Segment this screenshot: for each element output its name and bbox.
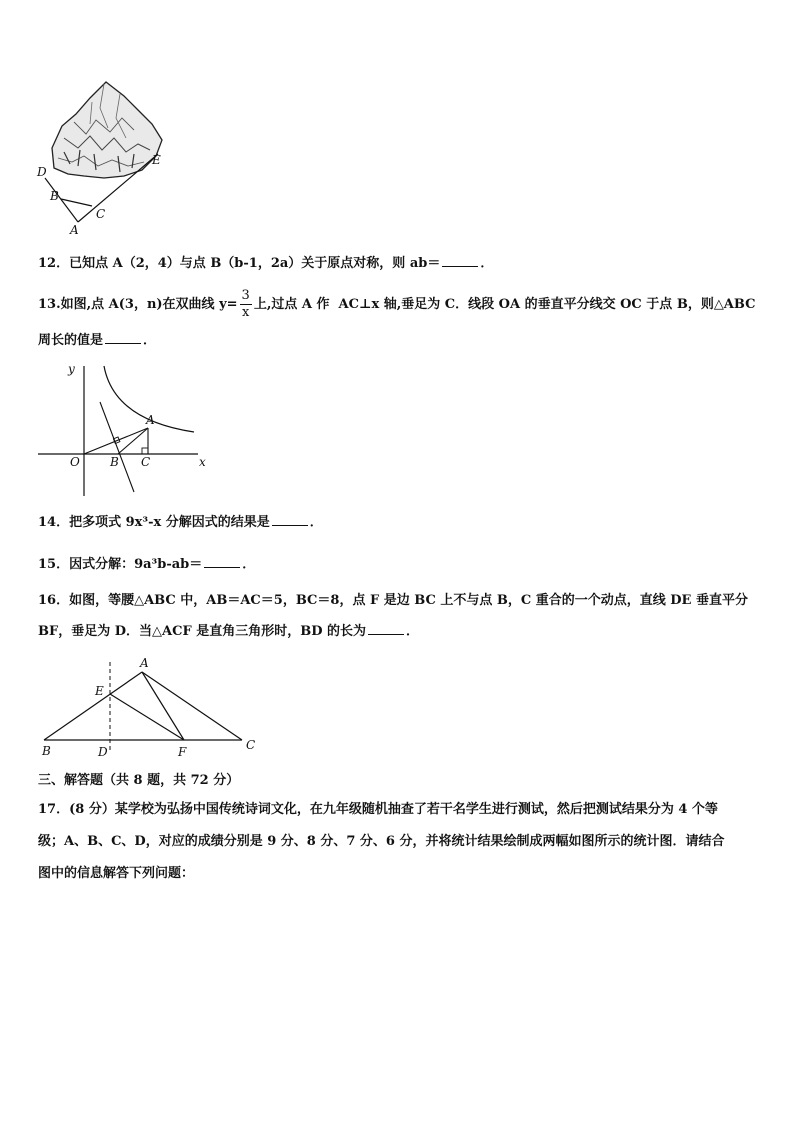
q13-fraction [240,288,252,321]
q13-frac-numerator: 3 [241,288,250,303]
label-D: D [37,165,47,179]
q15-answer-blank[interactable] [204,553,240,568]
q13-frac-denominator: x [242,305,250,320]
q15-text: 15．因式分解：9a³b-ab＝ [38,557,203,572]
question-12 [38,249,760,279]
label-F: F [178,745,187,759]
right-angle-mark-C [142,448,148,454]
q14-answer-blank[interactable] [272,511,308,526]
q14-end: ． [309,515,323,530]
label-A: A [70,223,79,237]
q13-end: ． [143,333,157,348]
q14-text: 14．把多项式 9x³-x 分解因式的结果是 [38,515,270,530]
label-E: E [152,153,161,167]
q13-text-b: 上,过点 A 作 AC⊥x 轴,垂足为 C．线段 OA 的垂直平分线交 OC 于点 B，则△ABC [253,297,756,312]
q12-end: ． [480,256,494,271]
hyperbola-figure [34,360,214,500]
label-B: B [42,744,51,758]
question-14 [38,508,760,538]
label-C: C [246,738,256,752]
question-13 [38,288,760,321]
side-AC [142,672,242,740]
section-3-title [38,768,760,794]
triangle-figure [34,652,264,762]
segment-OA [84,428,148,454]
q17-line1: 17．(8 分）某学校为弘扬中国传统诗词文化，在九年级随机抽查了若干名学生进行测试，然后把测试结果分为 4 个等 [38,802,718,817]
question-16-line2 [38,617,760,647]
q16-line2: BF，垂足为 D．当△ACF 是直角三角形时，BD 的长为 [38,624,366,639]
q13-text-a: 13.如图,点 A(3，n)在双曲线 y= [38,297,238,312]
q16-answer-blank[interactable] [368,620,404,635]
question-17 [38,794,760,890]
q15-end: ． [242,557,256,572]
label-B: B [110,455,119,469]
label-x: x [199,455,206,469]
q13-answer-blank[interactable] [105,329,141,344]
label-A: A [140,656,149,670]
q12-answer-blank[interactable] [442,252,478,267]
question-13-line2 [38,326,760,356]
label-C: C [141,455,151,469]
label-C: C [96,207,106,221]
side-BA [44,672,142,740]
q17-line2: 级；A、B、C、D，对应的成绩分别是 9 分、8 分、7 分、6 分，并将统计结果绘制成两幅如图所示的统计图．请结合 [38,834,725,849]
q13-text-c: 周长的值是 [38,333,104,348]
q17-line3: 图中的信息解答下列问题： [38,866,195,881]
q16-line1: 16．如图，等腰△ABC 中，AB＝AC＝5，BC＝8，点 F 是边 BC 上不与点 B，C 重合的一个动点，直线 DE 垂直平分 [38,593,748,608]
section-3-title-text: 三、解答题（共 8 题，共 72 分） [38,773,240,788]
label-E: E [95,684,104,698]
label-y: y [68,362,75,376]
label-D: D [98,745,108,759]
question-16 [38,586,760,616]
label-B: B [50,189,59,203]
segment-AF [142,672,184,740]
q12-text: 12．已知点 A（2，4）与点 B（b-1，2a）关于原点对称，则 ab＝ [38,256,441,271]
perpendicular-bisector [100,402,134,492]
segment-AB [118,428,148,454]
question-15 [38,550,760,580]
label-A: A [146,413,155,427]
rock-figure [34,78,174,238]
q16-end: ． [406,624,420,639]
segment-EF [110,694,184,740]
label-O: O [70,455,80,469]
